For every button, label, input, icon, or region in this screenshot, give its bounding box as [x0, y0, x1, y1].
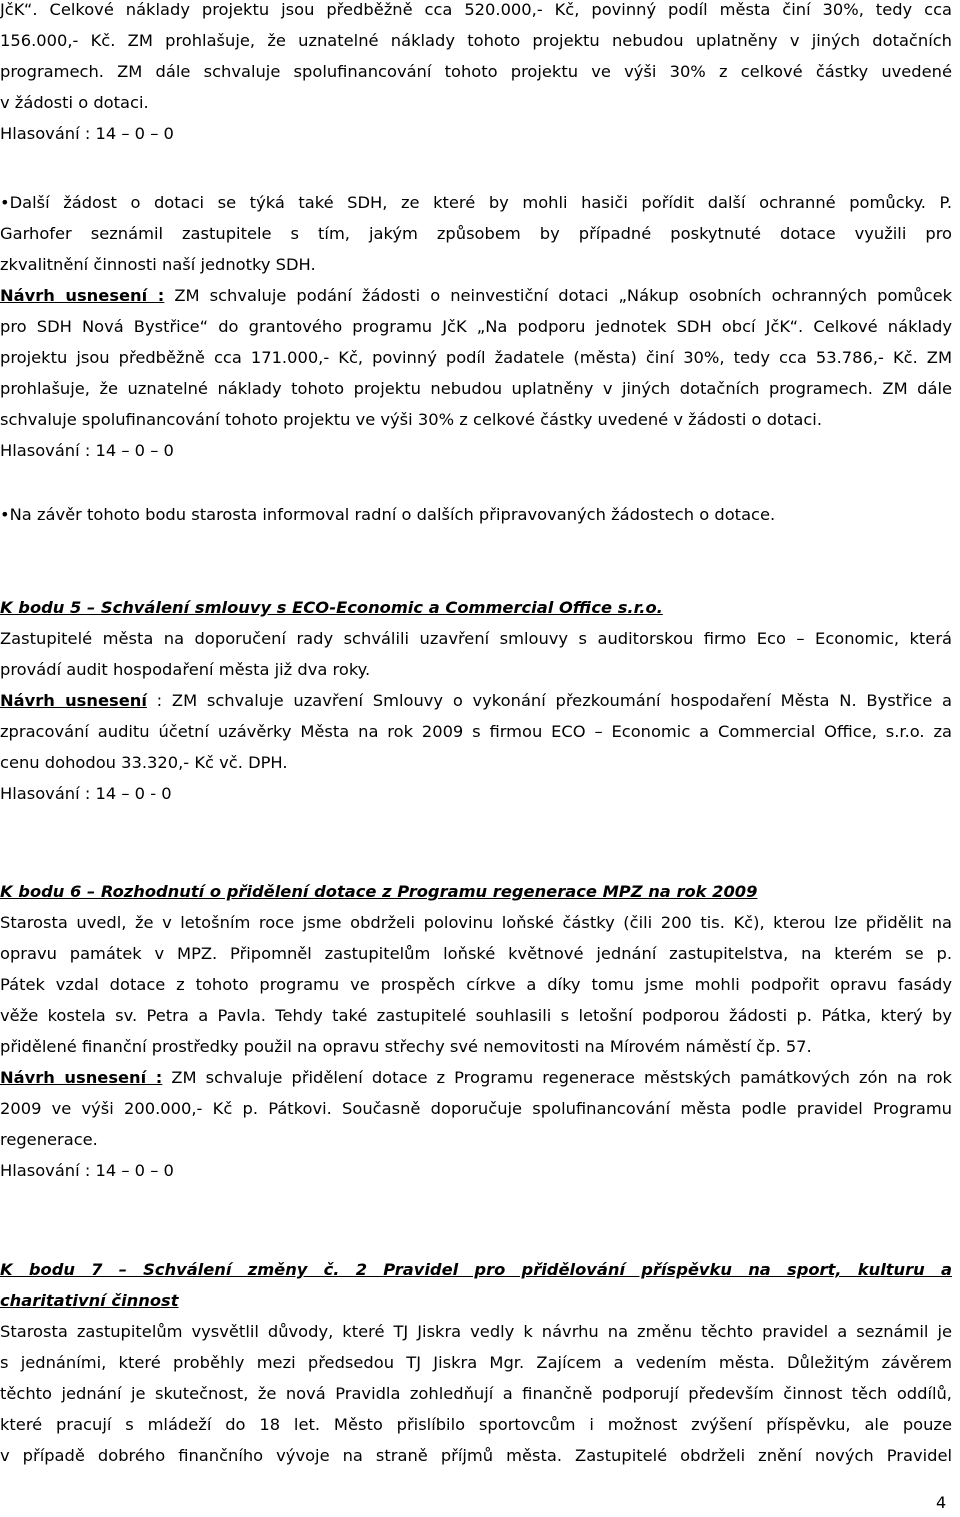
text-line: Garhofer seznámil zastupitele s tím, jakým způsobem by případné poskytnuté dotace využili pro [0, 224, 952, 243]
text-line: Starosta uvedl, že v letošním roce jsme obdrželi polovinu loňské částky (čili 200 tis. Kč), kterou lze přidělit na [0, 913, 952, 932]
section-heading: K bodu 6 – Rozhodnutí o přidělení dotace z Programu regenerace MPZ na rok 2009 [0, 882, 758, 901]
paragraph-intro [0, 0, 952, 149]
text-line: které pracují s mládeží do 18 let. Město přislíbilo sportovcům i možnost zvýšení příspěvku, ale pouze [0, 1415, 952, 1434]
text-line: programech. ZM dále schvaluje spolufinancování tohoto projektu ve výši 30% z celkové částky uvedené [0, 62, 952, 81]
text-line: věže kostela sv. Petra a Pavla. Tehdy také zastupitelé souhlasili s letošní podporou žádosti p. Pátka, který by [0, 1006, 952, 1025]
vote-result: Hlasování : 14 – 0 – 0 [0, 124, 174, 143]
text-line: 2009 ve výši 200.000,- Kč p. Pátkovi. Současně doporučuje spolufinancování města podle pravidel Programu [0, 1099, 952, 1118]
text-line: s jednáními, které proběhly mezi předsedou TJ Jiskra Mgr. Zajícem a vedením města. Důležitým závěrem [0, 1353, 952, 1372]
text-line: pro SDH Nová Bystřice“ do grantového programu JčK „Na podporu jednotek SDH obcí JčK“. Celkové náklady [0, 317, 952, 336]
section-7 [0, 1254, 952, 1471]
text-segment: : ZM schvaluje uzavření Smlouvy o vykonání přezkoumání hospodaření Města N. Bystřice a [146, 691, 952, 710]
vote-result: Hlasování : 14 – 0 - 0 [0, 784, 172, 803]
text-line: opravu památek v MPZ. Připomněl zastupitelům loňské květnové jednání zastupitelstva, na kterém se p. [0, 944, 952, 963]
text-line [0, 280, 952, 311]
resolution-label: Návrh usnesení : [0, 1068, 163, 1087]
text-line: v případě dobrého finančního vývoje na straně příjmů města. Zastupitelé obdrželi znění nových Pravidel [0, 1446, 952, 1465]
resolution-label: Návrh usnesení : [0, 286, 165, 305]
resolution-label: Návrh usnesení [0, 691, 147, 710]
text-line: v žádosti o dotaci. [0, 93, 149, 112]
text-line [0, 187, 952, 218]
text-line: projektu jsou předběžně cca 171.000,- Kč, povinný podíl žadatele (města) činí 30%, tedy cca 53.786,- Kč. ZM [0, 348, 952, 367]
page-number: 4 [936, 1493, 947, 1512]
vote-result: Hlasování : 14 – 0 – 0 [0, 441, 174, 460]
text-line: prohlašuje, že uznatelné náklady tohoto projektu nebudou uplatněny v jiných dotačních programech. ZM dále [0, 379, 952, 398]
text-line: Zastupitelé města na doporučení rady schválili uzavření smlouvy s auditorskou firmo Eco – Economic, která [0, 629, 952, 648]
text-segment: Na závěr tohoto bodu starosta informoval radní o dalších připravovaných žádostech o dotace. [9, 505, 776, 524]
section-6 [0, 876, 952, 1186]
paragraph-closing [0, 499, 952, 530]
vote-result: Hlasování : 14 – 0 – 0 [0, 1161, 174, 1180]
text-line [0, 685, 952, 716]
text-line: regenerace. [0, 1130, 98, 1149]
text-line: Starosta zastupitelům vysvětlil důvody, které TJ Jiskra vedly k návrhu na změnu těchto pravidel a seznámil je [0, 1322, 952, 1341]
text-line: zkvalitnění činnosti naší jednotky SDH. [0, 255, 316, 274]
text-line: schvaluje spolufinancování tohoto projektu ve výši 30% z celkové částky uvedené v žádosti o dotaci. [0, 410, 822, 429]
section-5 [0, 592, 952, 809]
text-segment: ZM schvaluje podání žádosti o neinvestiční dotaci „Nákup osobních ochranných pomůcek [164, 286, 953, 305]
text-line: provádí audit hospodaření města již dva roky. [0, 660, 371, 679]
section-heading-continued: charitativní činnost [0, 1291, 179, 1310]
text-segment: Další žádost o dotaci se týká také SDH, ze které by mohli hasiči pořídit další ochranné pomůcky. P. [9, 193, 952, 212]
text-line: cenu dohodou 33.320,- Kč vč. DPH. [0, 753, 288, 772]
text-line: těchto jednání je skutečnost, že nová Pravidla zohledňují a finančně podporují především činnost těch oddílů, [0, 1384, 952, 1403]
text-line: 156.000,- Kč. ZM prohlašuje, že uznatelné náklady tohoto projektu nebudou uplatněny v jiných dotačních [0, 31, 952, 50]
text-line [0, 499, 952, 530]
text-line [0, 1062, 952, 1093]
bullet-icon: • [0, 505, 10, 524]
paragraph-sdh [0, 187, 952, 466]
bullet-icon: • [0, 193, 10, 212]
text-line: přidělené finanční prostředky použil na opravu střechy své nemovitosti na Mírovém náměstí čp. 57. [0, 1037, 812, 1056]
text-line: Pátek vzdal dotace z tohoto programu ve prospěch církve a díky tomu jsme mohli podpořit opravu fasády [0, 975, 952, 994]
text-line: zpracování auditu účetní uzávěrky Města na rok 2009 s firmou ECO – Economic a Commercial Office, s.r.o. za [0, 722, 952, 741]
text-segment: ZM schvaluje přidělení dotace z Programu regenerace městských památkových zón na rok [162, 1068, 952, 1087]
section-heading: K bodu 5 – Schválení smlouvy s ECO-Economic a Commercial Office s.r.o. [0, 598, 663, 617]
section-heading: K bodu 7 – Schválení změny č. 2 Pravidel pro přidělování příspěvku na sport, kulturu a [0, 1260, 952, 1279]
text-line: JčK“. Celkové náklady projektu jsou předběžně cca 520.000,- Kč, povinný podíl města činí 30%, tedy cca [0, 0, 952, 19]
